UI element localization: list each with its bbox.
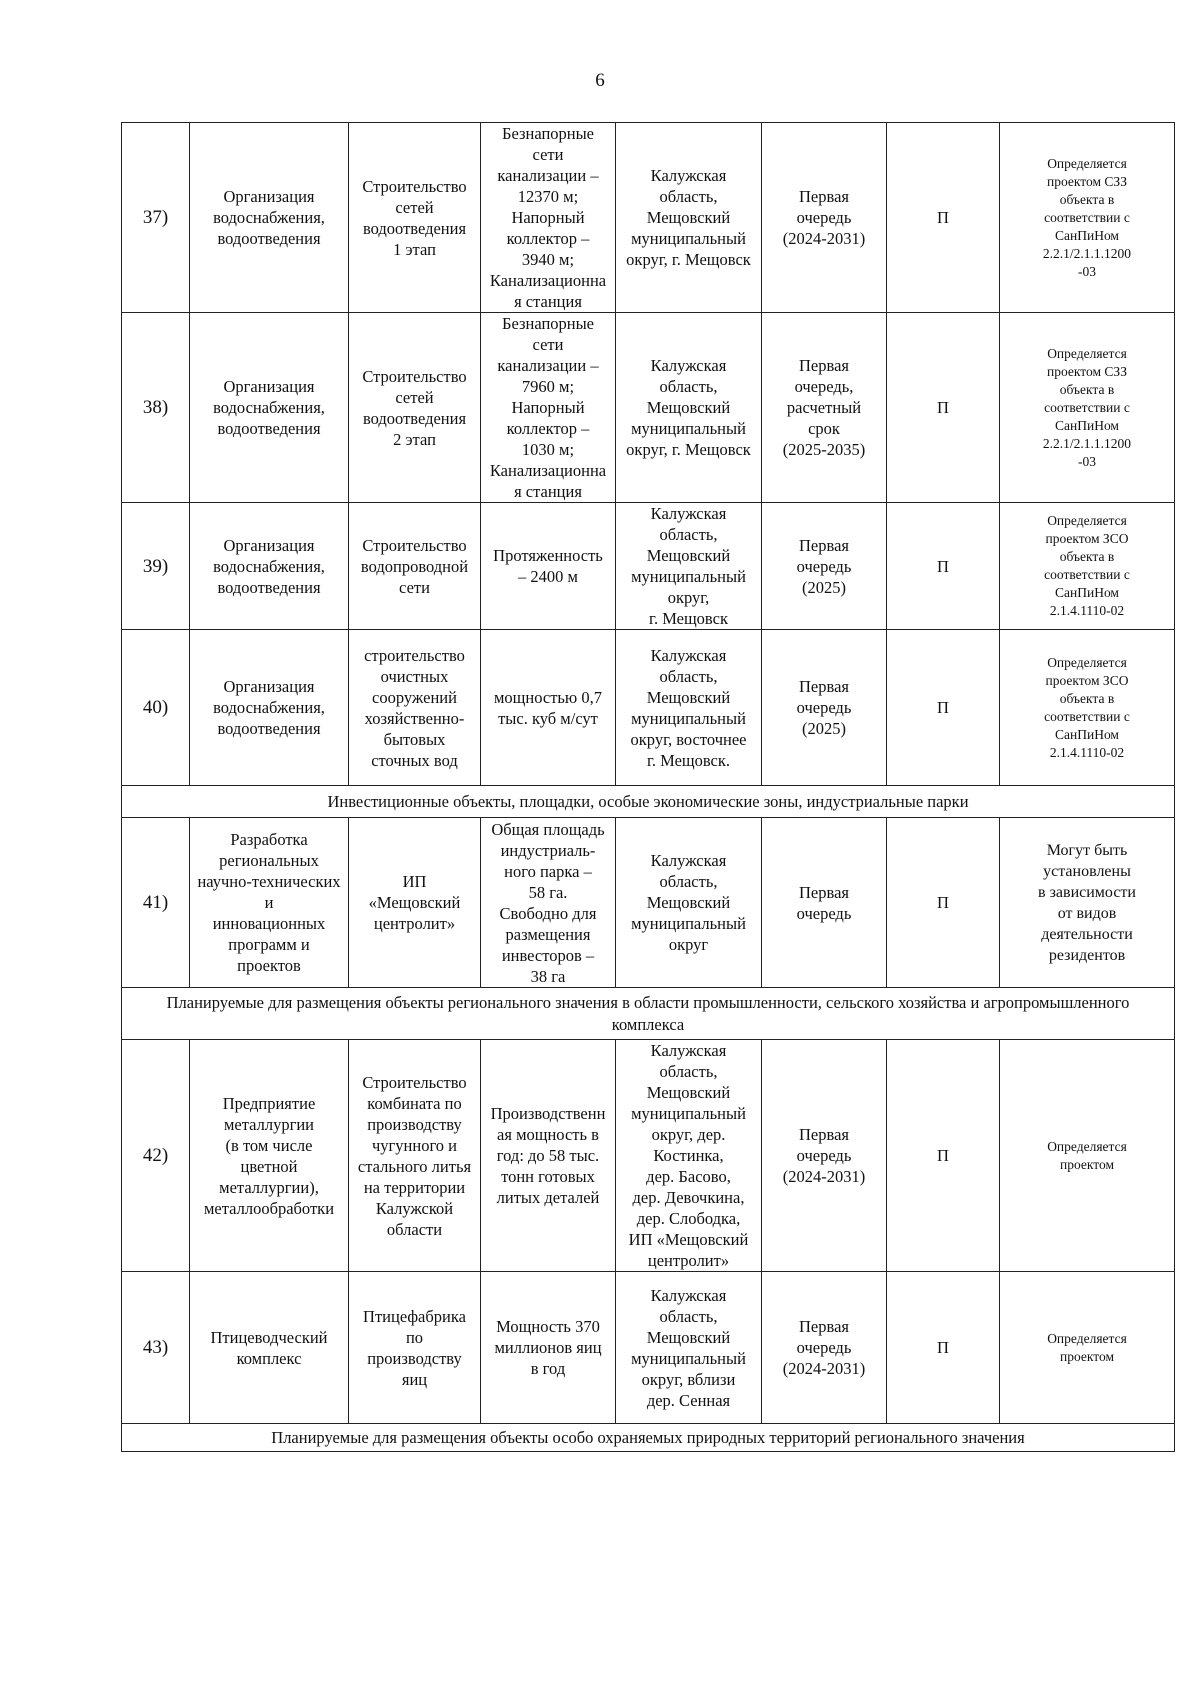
object-category: Птицеводческий комплекс [190, 1272, 349, 1424]
object-characteristics: Безнапорные сети канализации – 12370 м; Напорный коллектор – 3940 м; Канализационна я станция [481, 123, 616, 313]
object-term: Первая очередь (2025) [762, 503, 887, 630]
page-number: 6 [595, 70, 605, 91]
section-row [122, 1424, 1175, 1452]
row-number: 39) [122, 503, 190, 630]
table-row [122, 818, 1175, 988]
object-location: Калужская область, Мещовский муниципальный округ, восточнее г. Мещовск. [616, 630, 762, 786]
object-note: Определяется проектом [1000, 1040, 1175, 1272]
row-number: 40) [122, 630, 190, 786]
object-location: Калужская область, Мещовский муниципальный округ, дер. Костинка, дер. Басово, дер. Девочкина, дер. Слободка, ИП «Мещовский центролит» [616, 1040, 762, 1272]
object-location: Калужская область, Мещовский муниципальный округ, г. Мещовск [616, 503, 762, 630]
table-row [122, 123, 1175, 313]
object-status: П [887, 1272, 1000, 1424]
table-row [122, 1272, 1175, 1424]
object-term: Первая очередь (2024-2031) [762, 1272, 887, 1424]
object-name: Строительство комбината по производству чугунного и стального литья на территории Калужской области [349, 1040, 481, 1272]
table-row [122, 313, 1175, 503]
section-row [122, 786, 1175, 818]
object-name: ИП «Мещовский центролит» [349, 818, 481, 988]
objects-table [121, 122, 1175, 1452]
object-name: Птицефабрика по производству яиц [349, 1272, 481, 1424]
row-number: 41) [122, 818, 190, 988]
object-note: Определяется проектом ЗСО объекта в соответствии с СанПиНом 2.1.4.1110-02 [1000, 503, 1175, 630]
object-location: Калужская область, Мещовский муниципальный округ, вблизи дер. Сенная [616, 1272, 762, 1424]
table-row [122, 1040, 1175, 1272]
object-status: П [887, 123, 1000, 313]
object-note: Определяется проектом ЗСО объекта в соответствии с СанПиНом 2.1.4.1110-02 [1000, 630, 1175, 786]
row-number: 42) [122, 1040, 190, 1272]
object-term: Первая очередь [762, 818, 887, 988]
object-characteristics: Протяженность – 2400 м [481, 503, 616, 630]
object-location: Калужская область, Мещовский муниципальный округ, г. Мещовск [616, 313, 762, 503]
object-status: П [887, 630, 1000, 786]
table-row [122, 503, 1175, 630]
section-row [122, 988, 1175, 1040]
object-category: Разработка региональных научно-технических и инновационных программ и проектов [190, 818, 349, 988]
object-category: Организация водоснабжения, водоотведения [190, 313, 349, 503]
object-category: Предприятие металлургии (в том числе цветной металлургии), металлообработки [190, 1040, 349, 1272]
section-heading: Планируемые для размещения объекты регионального значения в области промышленности, сельского хозяйства и агропромышленного комплекса [122, 988, 1175, 1040]
section-heading: Планируемые для размещения объекты особо охраняемых природных территорий регионального значения [122, 1424, 1175, 1452]
object-name: Строительство сетей водоотведения 2 этап [349, 313, 481, 503]
object-category: Организация водоснабжения, водоотведения [190, 630, 349, 786]
table-row [122, 630, 1175, 786]
object-note: Определяется проектом СЗЗ объекта в соответствии с СанПиНом 2.2.1/2.1.1.1200 -03 [1000, 123, 1175, 313]
object-term: Первая очередь (2024-2031) [762, 1040, 887, 1272]
object-name: Строительство водопроводной сети [349, 503, 481, 630]
object-location: Калужская область, Мещовский муниципальный округ [616, 818, 762, 988]
section-heading: Инвестиционные объекты, площадки, особые экономические зоны, индустриальные парки [122, 786, 1175, 818]
object-term: Первая очередь (2024-2031) [762, 123, 887, 313]
object-status: П [887, 1040, 1000, 1272]
object-note: Могут быть установлены в зависимости от видов деятельности резидентов [1000, 818, 1175, 988]
row-number: 37) [122, 123, 190, 313]
object-term: Первая очередь (2025) [762, 630, 887, 786]
object-status: П [887, 818, 1000, 988]
object-characteristics: мощностью 0,7 тыс. куб м/сут [481, 630, 616, 786]
object-term: Первая очередь, расчетный срок (2025-2035) [762, 313, 887, 503]
object-name: строительство очистных сооружений хозяйственно- бытовых сточных вод [349, 630, 481, 786]
row-number: 43) [122, 1272, 190, 1424]
object-note: Определяется проектом [1000, 1272, 1175, 1424]
row-number: 38) [122, 313, 190, 503]
object-characteristics: Безнапорные сети канализации – 7960 м; Напорный коллектор – 1030 м; Канализационна я станция [481, 313, 616, 503]
object-characteristics: Мощность 370 миллионов яиц в год [481, 1272, 616, 1424]
object-name: Строительство сетей водоотведения 1 этап [349, 123, 481, 313]
object-note: Определяется проектом СЗЗ объекта в соответствии с СанПиНом 2.2.1/2.1.1.1200 -03 [1000, 313, 1175, 503]
object-characteristics: Общая площадь индустриаль- ного парка – 58 га. Свободно для размещения инвесторов – 38 га [481, 818, 616, 988]
object-location: Калужская область, Мещовский муниципальный округ, г. Мещовск [616, 123, 762, 313]
object-characteristics: Производственн ая мощность в год: до 58 тыс. тонн готовых литых деталей [481, 1040, 616, 1272]
object-status: П [887, 313, 1000, 503]
object-category: Организация водоснабжения, водоотведения [190, 503, 349, 630]
object-category: Организация водоснабжения, водоотведения [190, 123, 349, 313]
object-status: П [887, 503, 1000, 630]
